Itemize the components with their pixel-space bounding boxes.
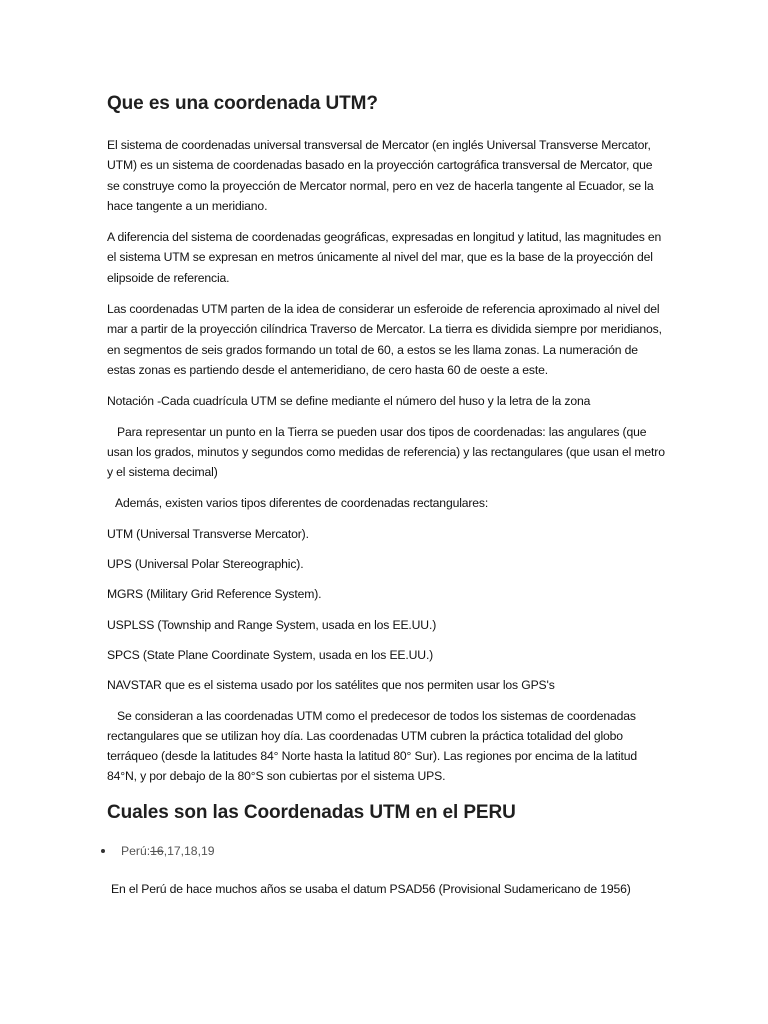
peru-struck-zone: 16 bbox=[150, 843, 164, 858]
page-title: Que es una coordenada UTM? bbox=[107, 93, 378, 114]
section-subtitle: Cuales son las Coordenadas UTM en el PERU bbox=[107, 801, 516, 823]
document-page bbox=[107, 92, 667, 910]
paragraph-utm-zones: Las coordenadas UTM parten de la idea de considerar un esferoide de referencia aproximado al nivel del mar a partir de la proyección cilíndrica Traverso de Mercator. La tierra es dividida siempre por meridianos, en segmentos de seis grados formando un total de 60, a estos se les llama zonas. La numeración de estas zonas es partiendo desde el antemeridiano, de cero hasta 60 de oeste a este. bbox=[107, 302, 662, 377]
system-item-utm: UTM (Universal Transverse Mercator). bbox=[107, 526, 309, 541]
paragraph-rectangular-intro: Además, existen varios tipos diferentes de coordenadas rectangulares: bbox=[115, 496, 489, 511]
paragraph-utm-vs-geographic: A diferencia del sistema de coordenadas geográficas, expresadas en longitud y latitud, las magnitudes en el sistema UTM se expresan en metros únicamente al nivel del mar, que es la base de la proyección del elipsoide de referencia. bbox=[107, 230, 662, 285]
system-item-ups: UPS (Universal Polar Stereographic). bbox=[107, 557, 304, 572]
paragraph-utm-coverage: Se consideran a las coordenadas UTM como el predecesor de todos los sistemas de coordenadas rectangulares que se utilizan hoy día. Las coordenadas UTM cubren la práctica totalidad del globo terráqueo (desde la latitudes 84° Norte hasta la latitud 80° Sur). Las regiones por encima de la latitud 84°N, y por debajo de la 80°S son cubiertas por el sistema UPS. bbox=[107, 708, 638, 784]
system-item-spcs: SPCS (State Plane Coordinate System, usada en los EE.UU.) bbox=[107, 647, 434, 662]
peru-zones: ,17,18,19 bbox=[163, 843, 215, 858]
paragraph-coordinate-types: Para representar un punto en la Tierra se pueden usar dos tipos de coordenadas: las angulares (que usan los grados, minutos y segundos como medidas de referencia) y las rectangulares (que usan el metro y el sistema decimal) bbox=[107, 424, 665, 480]
paragraph-notation: Notación -Cada cuadrícula UTM se define mediante el número del huso y la letra de la zona bbox=[107, 394, 591, 409]
paragraph-psad56: En el Perú de hace muchos años se usaba el datum PSAD56 (Provisional Sudamericano de 1956) bbox=[111, 881, 631, 896]
bullet-icon bbox=[101, 849, 105, 853]
peru-label: Perú: bbox=[121, 843, 151, 858]
paragraph-utm-definition: El sistema de coordenadas universal transversal de Mercator (en inglés Universal Transverse Mercator, UTM) es un sistema de coordenadas basado en la proyección cartográfica transversal de Mercator, que se construye como la proyección de Mercator normal, pero en vez de hacerla tangente al Ecuador, se la hace tangente a un meridiano. bbox=[107, 138, 654, 213]
system-item-usplss: USPLSS (Township and Range System, usada en los EE.UU.) bbox=[107, 617, 437, 632]
system-item-navstar: NAVSTAR que es el sistema usado por los satélites que nos permiten usar los GPS's bbox=[107, 678, 555, 693]
list-item-peru-zones bbox=[101, 841, 661, 861]
system-item-mgrs: MGRS (Military Grid Reference System). bbox=[107, 587, 322, 602]
